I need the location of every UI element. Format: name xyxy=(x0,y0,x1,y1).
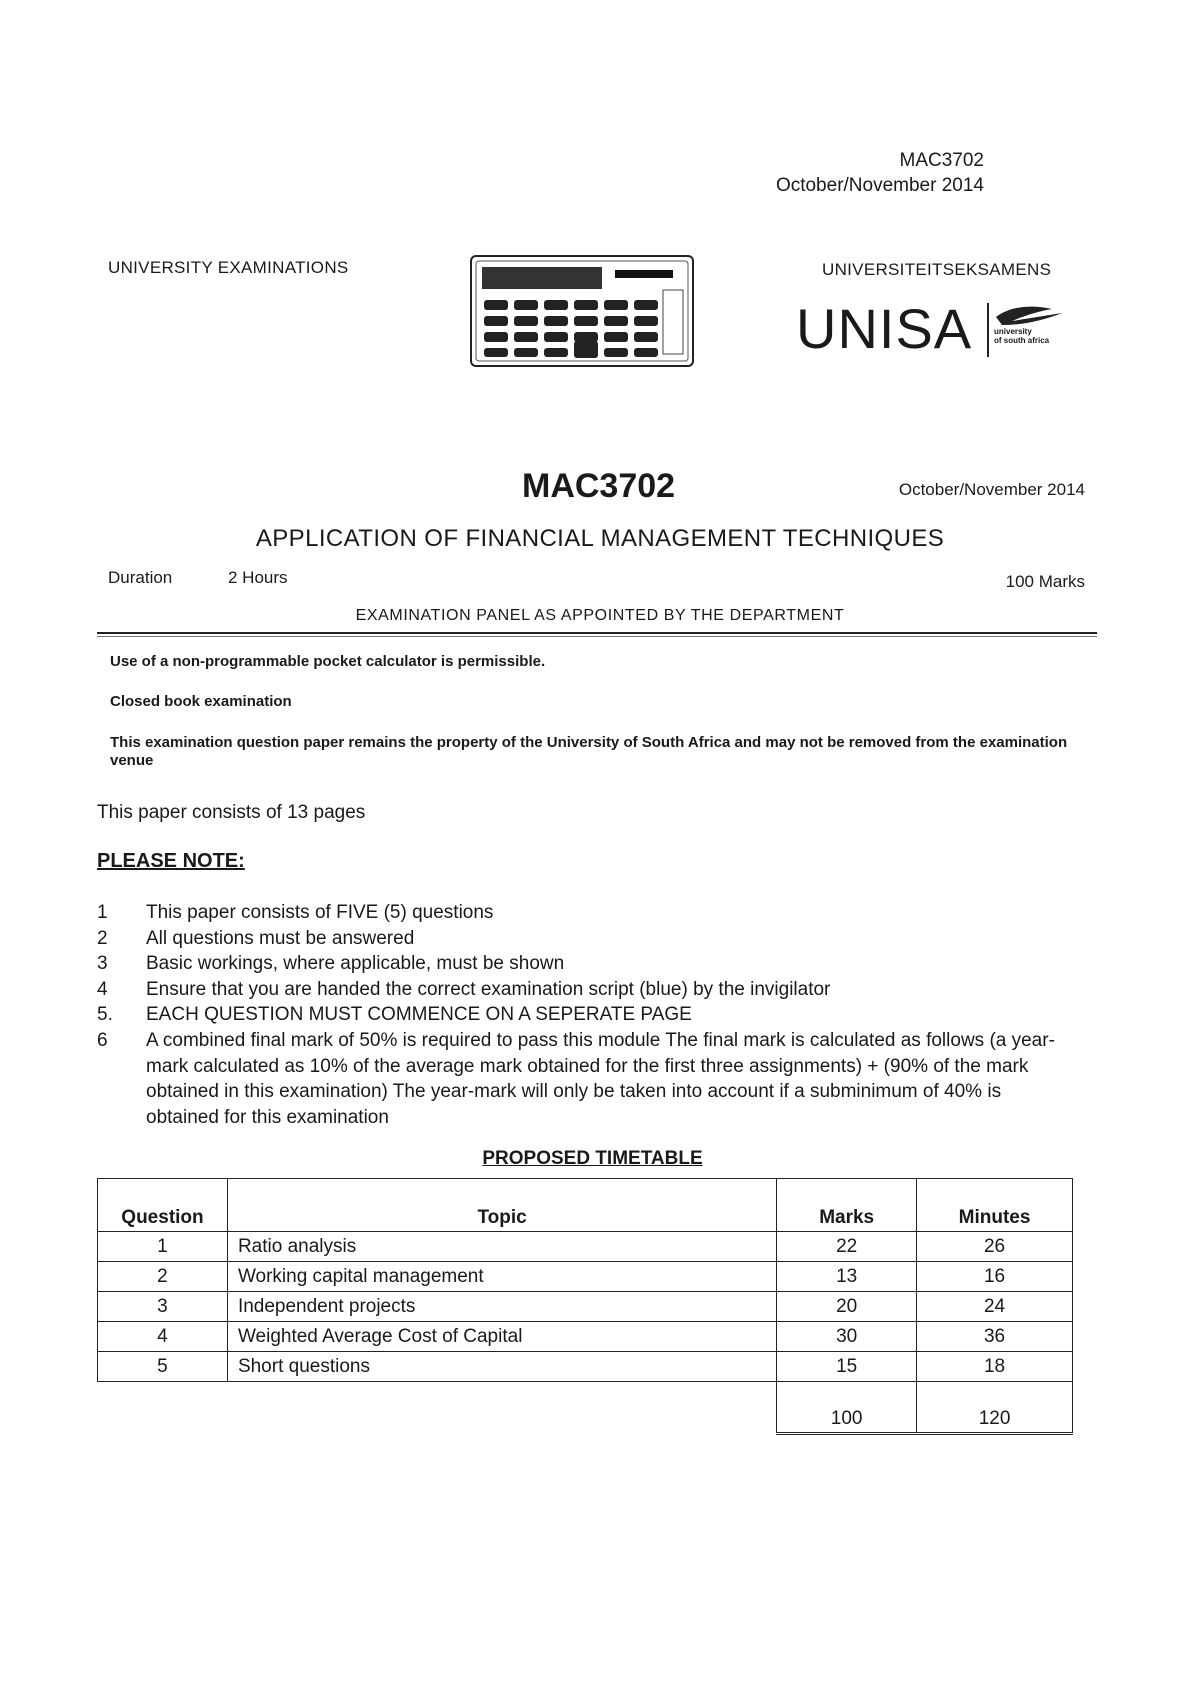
cell-question: 5 xyxy=(98,1352,228,1382)
list-item xyxy=(97,951,1077,977)
column-header-minutes: Minutes xyxy=(917,1179,1073,1232)
list-item-number: 1 xyxy=(97,902,108,923)
calculator-icon xyxy=(470,255,694,367)
unisa-logo-word: UNISA xyxy=(796,297,973,360)
cell-minutes: 24 xyxy=(917,1292,1073,1322)
divider-thin xyxy=(97,636,1097,637)
page-count-note: This paper consists of 13 pages xyxy=(97,802,366,823)
list-item-text: Basic workings, where applicable, must be shown xyxy=(146,953,565,975)
divider xyxy=(97,632,1097,634)
header-course-code: MAC3702 xyxy=(899,150,984,171)
total-marks: 100 Marks xyxy=(1005,572,1085,591)
unisa-logo xyxy=(796,297,1096,367)
cell-blank xyxy=(98,1382,228,1434)
list-item-number: 5. xyxy=(97,1004,113,1026)
table-row xyxy=(98,1262,1073,1292)
list-item xyxy=(97,926,1077,952)
university-examinations-af: UNIVERSITEITSEKSAMENS xyxy=(822,260,1052,279)
please-note-list xyxy=(97,900,1077,1130)
cell-topic: Weighted Average Cost of Capital xyxy=(227,1322,776,1352)
instruction-calculator: Use of a non-programmable pocket calculator is permissible. xyxy=(110,653,546,670)
cell-question: 4 xyxy=(98,1322,228,1352)
university-examinations-en: UNIVERSITY EXAMINATIONS xyxy=(108,258,349,277)
column-header-question: Question xyxy=(98,1179,228,1232)
cell-marks: 13 xyxy=(777,1262,917,1292)
list-item-text: All questions must be answered xyxy=(146,927,415,949)
header-session: October/November 2014 xyxy=(775,175,984,196)
cell-question: 1 xyxy=(98,1232,228,1262)
cell-minutes: 36 xyxy=(917,1322,1073,1352)
total-marks-cell: 100 xyxy=(777,1382,917,1434)
list-item-text: A combined final mark of 50% is required to pass this module The final mark is calculated as follows (a year-mark calculated as 10% of the average mark obtained for the first three assignments) + (90% of the mark obtained in this examination) The year-mark will only be taken into account if a subminimum of 40% is obtained for this examination xyxy=(146,1029,1055,1128)
cell-topic: Independent projects xyxy=(227,1292,776,1322)
column-header-marks: Marks xyxy=(777,1179,917,1232)
cell-minutes: 18 xyxy=(917,1352,1073,1382)
unisa-tagline xyxy=(994,327,1049,345)
total-minutes-cell: 120 xyxy=(917,1382,1073,1434)
list-item xyxy=(97,977,1077,1003)
exam-session: October/November 2014 xyxy=(898,480,1085,499)
cell-minutes: 16 xyxy=(917,1262,1073,1292)
course-code: MAC3702 xyxy=(522,467,676,505)
instruction-closed-book: Closed book examination xyxy=(110,693,292,710)
list-item xyxy=(97,1028,1077,1130)
table-row xyxy=(98,1352,1073,1382)
list-item-number: 6 xyxy=(97,1029,108,1051)
list-item-number: 2 xyxy=(97,927,108,949)
unisa-tagline-2: of south africa xyxy=(994,336,1050,345)
exam-title: APPLICATION OF FINANCIAL MANAGEMENT TECHNIQUES xyxy=(255,525,945,552)
table-row xyxy=(98,1232,1073,1262)
table-row xyxy=(98,1292,1073,1322)
cell-marks: 15 xyxy=(777,1352,917,1382)
cell-marks: 30 xyxy=(777,1322,917,1352)
column-header-topic: Topic xyxy=(227,1179,776,1232)
cell-marks: 22 xyxy=(777,1232,917,1262)
table-total-row xyxy=(98,1382,1073,1434)
table-row xyxy=(98,1322,1073,1352)
duration-value: 2 Hours xyxy=(228,568,288,587)
table-header-row xyxy=(98,1179,1073,1232)
header-code-block xyxy=(776,148,984,198)
cell-question: 3 xyxy=(98,1292,228,1322)
list-item-number: 4 xyxy=(97,978,108,1000)
list-item xyxy=(97,900,1077,926)
cell-marks: 20 xyxy=(777,1292,917,1322)
cell-topic: Working capital management xyxy=(227,1262,776,1292)
timetable-table xyxy=(97,1178,1073,1435)
instruction-property: This examination question paper remains the property of the University of South Africa and may not be removed from the examination venue xyxy=(110,734,1068,769)
please-note-heading: PLEASE NOTE: xyxy=(97,850,245,872)
cell-blank xyxy=(227,1382,776,1434)
list-item-text: EACH QUESTION MUST COMMENCE ON A SEPERATE PAGE xyxy=(146,1004,692,1026)
list-item-text: Ensure that you are handed the correct examination script (blue) by the invigilator xyxy=(146,978,831,1000)
cell-topic: Short questions xyxy=(227,1352,776,1382)
examination-panel: EXAMINATION PANEL AS APPOINTED BY THE DEPARTMENT xyxy=(355,607,845,624)
cell-minutes: 26 xyxy=(917,1232,1073,1262)
cell-question: 2 xyxy=(98,1262,228,1292)
unisa-tagline-1: university xyxy=(994,327,1032,336)
list-item-number: 3 xyxy=(97,953,108,975)
duration-label: Duration xyxy=(108,568,173,587)
timetable-title: PROPOSED TIMETABLE xyxy=(482,1148,703,1169)
cell-topic: Ratio analysis xyxy=(227,1232,776,1262)
list-item xyxy=(97,1002,1077,1028)
list-item-text: This paper consists of FIVE (5) questions xyxy=(146,902,494,923)
